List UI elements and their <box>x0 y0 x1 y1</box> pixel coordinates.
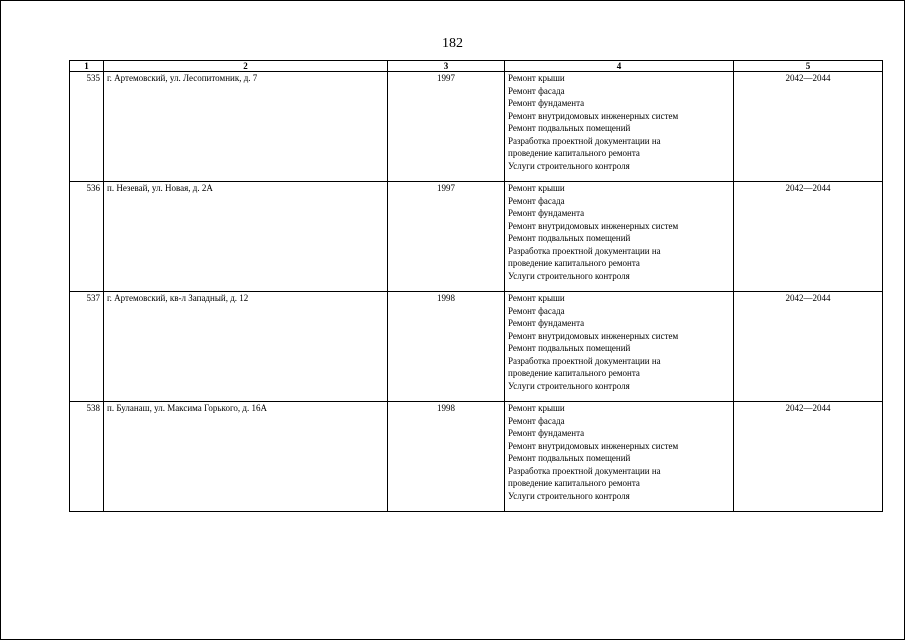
row-period: 2042—2044 <box>734 292 883 402</box>
work-item: проведение капитального ремонта <box>508 478 640 488</box>
row-works <box>505 182 734 292</box>
work-item: Ремонт подвальных помещений <box>508 233 631 243</box>
work-item: Ремонт фундамента <box>508 318 585 328</box>
work-item: Ремонт фасада <box>508 85 565 96</box>
work-item: Ремонт фундамента <box>508 98 585 108</box>
row-address: п. Буланаш, ул. Максима Горького, д. 16А <box>104 402 388 512</box>
work-item: Услуги строительного контроля <box>508 380 630 391</box>
row-number: 535 <box>70 72 104 182</box>
work-item: Услуги строительного контроля <box>508 490 630 501</box>
table-row <box>70 292 883 402</box>
work-item: Разработка проектной документации на <box>508 245 661 256</box>
table-row <box>70 72 883 182</box>
work-item: Разработка проектной документации на <box>508 465 661 476</box>
work-item: проведение капитального ремонта <box>508 368 640 378</box>
row-number: 538 <box>70 402 104 512</box>
row-year: 1998 <box>388 402 505 512</box>
header-cell-5: 5 <box>734 61 883 72</box>
row-address: п. Незевай, ул. Новая, д. 2А <box>104 182 388 292</box>
row-period: 2042—2044 <box>734 182 883 292</box>
header-cell-4: 4 <box>505 61 734 72</box>
header-cell-1: 1 <box>70 61 104 72</box>
work-item: Ремонт подвальных помещений <box>508 343 631 353</box>
row-period: 2042—2044 <box>734 402 883 512</box>
work-item: Ремонт внутридомовых инженерных систем <box>508 440 679 451</box>
page-number: 182 <box>442 36 463 51</box>
work-item: Ремонт внутридомовых инженерных систем <box>508 110 679 121</box>
table-row <box>70 182 883 292</box>
row-year: 1997 <box>388 72 505 182</box>
work-item: проведение капитального ремонта <box>508 258 640 268</box>
work-item: Ремонт крыши <box>508 183 565 193</box>
row-number: 536 <box>70 182 104 292</box>
work-item: Ремонт подвальных помещений <box>508 453 631 463</box>
row-works <box>505 292 734 402</box>
work-item: Услуги строительного контроля <box>508 160 630 171</box>
work-item: Ремонт внутридомовых инженерных систем <box>508 220 679 231</box>
work-item: Ремонт фундамента <box>508 428 585 438</box>
row-address: г. Артемовский, ул. Лесопитомник, д. 7 <box>104 72 388 182</box>
work-item: Ремонт фасада <box>508 305 565 316</box>
row-year: 1998 <box>388 292 505 402</box>
table-row <box>70 402 883 512</box>
work-item: Ремонт фундамента <box>508 208 585 218</box>
work-item: Разработка проектной документации на <box>508 135 661 146</box>
work-item: Ремонт крыши <box>508 73 565 83</box>
row-works <box>505 402 734 512</box>
row-period: 2042—2044 <box>734 72 883 182</box>
work-item: Разработка проектной документации на <box>508 355 661 366</box>
row-address: г. Артемовский, кв-л Западный, д. 12 <box>104 292 388 402</box>
header-cell-3: 3 <box>388 61 505 72</box>
work-item: проведение капитального ремонта <box>508 148 640 158</box>
work-item: Ремонт подвальных помещений <box>508 123 631 133</box>
work-item: Ремонт внутридомовых инженерных систем <box>508 330 679 341</box>
work-item: Ремонт крыши <box>508 293 565 303</box>
registry-table <box>69 60 883 512</box>
header-row <box>70 61 883 72</box>
row-year: 1997 <box>388 182 505 292</box>
header-cell-2: 2 <box>104 61 388 72</box>
row-works <box>505 72 734 182</box>
work-item: Ремонт крыши <box>508 403 565 413</box>
work-item: Ремонт фасада <box>508 415 565 426</box>
row-number: 537 <box>70 292 104 402</box>
work-item: Ремонт фасада <box>508 195 565 206</box>
work-item: Услуги строительного контроля <box>508 270 630 281</box>
